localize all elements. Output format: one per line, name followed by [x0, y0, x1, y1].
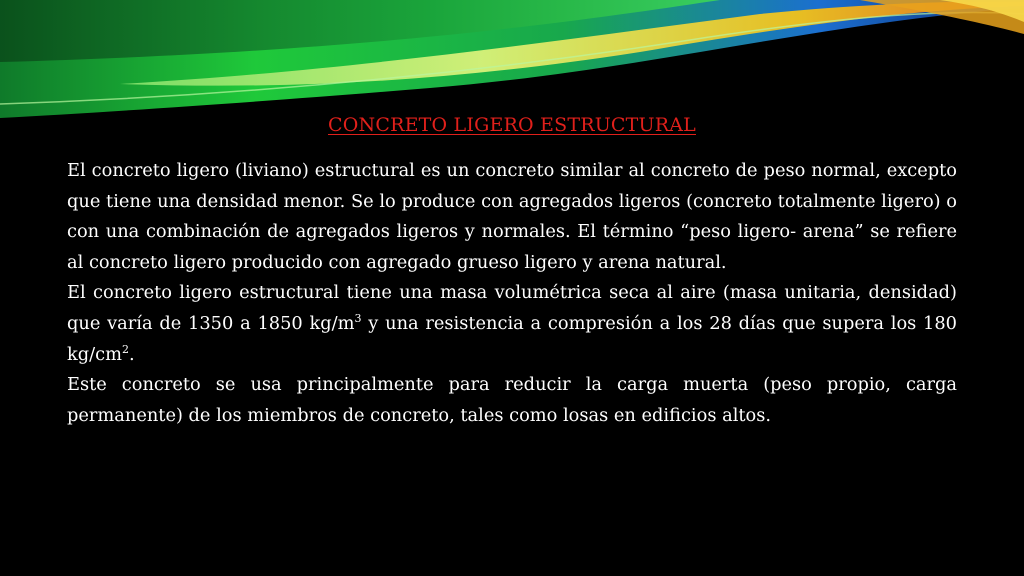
slide-title: CONCRETO LIGERO ESTRUCTURAL: [328, 114, 696, 136]
density-text-c: .: [128, 343, 135, 365]
density-text-a: El concreto ligero estructural tiene una masa volumétrica seca al aire (masa unitaria, densidad) que varía de 1350 a 1850 kg/m: [67, 282, 957, 334]
paragraph-usage: Este concreto se usa principalmente para reducir la carga muerta (peso propio, carga permanente) de los miembros de concreto, tales como losas en edificios altos.: [67, 374, 957, 426]
paragraph-definition: El concreto ligero (liviano) estructural es un concreto similar al concreto de peso normal, excepto que tiene una densidad menor. Se lo produce con agregados ligeros (concreto totalmente ligero) o con una combinación de agregados ligeros y normales. El término “peso ligero- arena” se refiere al concreto ligero producido con agregado grueso ligero y arena natural.: [67, 160, 957, 273]
paragraph-density: [67, 278, 957, 370]
superscript-square: 2: [121, 342, 129, 356]
superscript-cubic: 3: [354, 312, 362, 326]
slide-body: [67, 156, 957, 431]
density-text-b: y una resistencia a compresión a los 28 días que supera los 180 kg/cm: [67, 312, 957, 365]
decorative-swoosh-banner: [0, 0, 1024, 130]
